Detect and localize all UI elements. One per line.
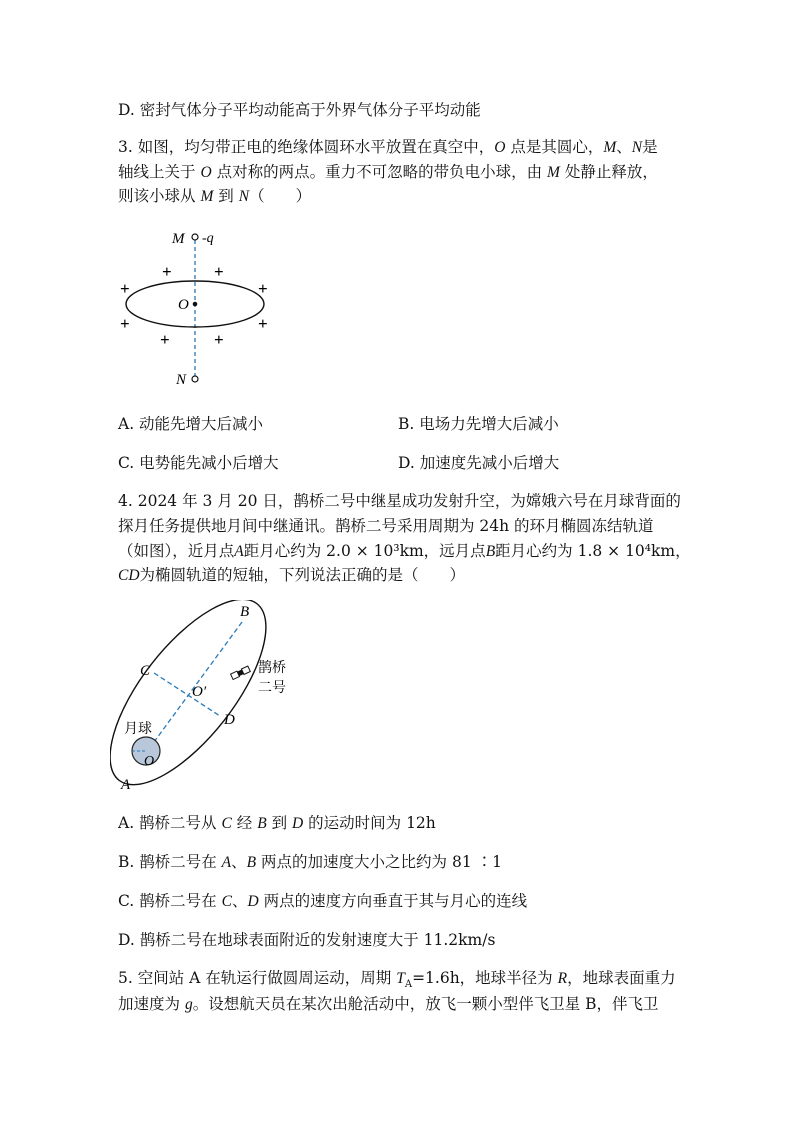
q4-option-d: D. 鹊桥二号在地球表面附近的发射速度大于 11.2km/s [118, 931, 496, 949]
q3-label-q: -q [202, 231, 214, 246]
q3-stem-line3: 则该小球从 M 到 N（ ） [118, 187, 312, 205]
q3-plus: + [214, 330, 224, 349]
q3-plus: + [258, 314, 268, 333]
q4-label-sat1: 鹊桥 [258, 660, 286, 676]
q4-stem-line1: 4. 2024 年 3 月 20 日，鹊桥二号中继星成功发射升空，为嫦娥六号在月球背面的 [118, 492, 681, 510]
q3-option-d: D. 加速度先减小后增大 [398, 454, 560, 472]
q4-label-o: O [144, 754, 155, 769]
q4-stem-line3: （如图），近月点A距月心约为 2.0 × 10³km，远月点B距月心约为 1.8 × 10⁴km， [118, 542, 691, 560]
q3-label-o: O [178, 297, 189, 313]
q3-plus: + [120, 314, 130, 333]
q4-label-d: D [224, 712, 235, 728]
q4-label-sat2: 二号 [258, 680, 286, 696]
q4-option-a: A. 鹊桥二号从 C 经 B 到 D 的运动时间为 12h [118, 814, 436, 832]
q3-label-n: N [176, 372, 187, 388]
q4-minor-axis [154, 673, 220, 716]
q3-ring-figure [110, 222, 290, 392]
q4-option-c: C. 鹊桥二号在 C、D 两点的速度方向垂直于其与月心的连线 [118, 892, 528, 910]
q4-stem-line4: CD为椭圆轨道的短轴，下列说法正确的是（ ） [118, 566, 466, 584]
q3-point-o [193, 302, 198, 307]
q4-label-b: B [240, 604, 250, 620]
q4-option-b: B. 鹊桥二号在 A、B 两点的加速度大小之比约为 81 ∶1 [118, 853, 502, 871]
q4-stem-line2: 探月任务提供地月间中继通讯。鹊桥二号采用周期为 24h 的环月椭圆冻结轨道 [118, 517, 654, 535]
q4-label-c: C [140, 663, 151, 679]
q3-label-m: M [172, 231, 185, 247]
q4-label-oprime: O′ [192, 684, 207, 700]
q3-stem-line2: 轴线上关于 O 点对称的两点。重力不可忽略的带负电小球，由 M 处静止释放， [118, 163, 658, 181]
satellite-icon [231, 666, 251, 679]
q5-stem-line1: 5. 空间站 A 在轨运行做圆周运动，周期 $T_A=1.6h$，地球半径为 R，地球表面重力 [118, 969, 676, 991]
q3-stem-line1: 3. 如图，均匀带正电的绝缘体圆环水平放置在真空中，O 点是其圆心，M、N是 [118, 138, 658, 156]
q3-point-n [192, 376, 198, 382]
q3-option-c: C. 电势能先减小后增大 [118, 454, 279, 472]
q3-option-a: A. 动能先增大后减小 [118, 415, 264, 433]
q3-option-b: B. 电场力先增大后减小 [398, 415, 559, 433]
q4-label-a: A [121, 777, 131, 793]
q3-plus: + [120, 279, 130, 298]
q3-plus: + [258, 279, 268, 298]
q4-orbit-figure [110, 600, 310, 798]
q5-stem-line2: 加速度为 g。设想航天员在某次出舱活动中，放飞一颗小型伴飞卫星 B，伴飞卫 [118, 995, 659, 1013]
q3-point-m [192, 234, 198, 240]
q4-label-moon: 月球 [124, 721, 152, 737]
q2-option-d: D. 密封气体分子平均动能高于外界气体分子平均动能 [118, 101, 481, 119]
q3-plus: + [162, 262, 172, 281]
q3-plus: + [214, 262, 224, 281]
q3-plus: + [160, 330, 170, 349]
